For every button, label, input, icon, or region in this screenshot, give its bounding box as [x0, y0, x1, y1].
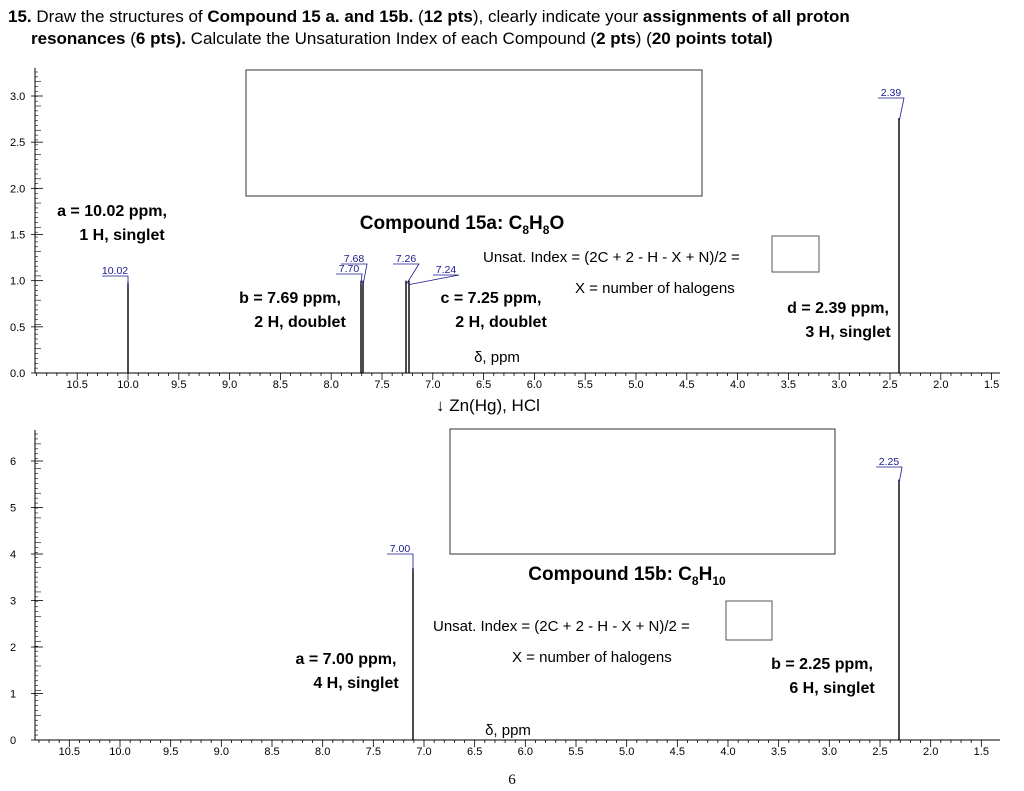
assignment-line-1: c = 7.25 ppm,	[440, 290, 542, 307]
question-line-1-segment-4: ), clearly indicate your	[472, 7, 643, 26]
peak-label-leader	[409, 275, 459, 285]
x-tick-label: 9.0	[221, 379, 238, 391]
x-tick-label: 9.5	[171, 379, 187, 391]
x-tick-label: 7.0	[425, 379, 441, 391]
y-tick-label: 0	[10, 735, 17, 747]
y-tick-label: 3.0	[10, 91, 26, 103]
x-tick-label: 5.5	[577, 379, 593, 391]
x-tick-label: 3.5	[771, 746, 787, 758]
peak-label-leader	[876, 467, 902, 484]
assignment-line-2: 2 H, doublet	[254, 314, 346, 331]
assignment-line-2: 1 H, singlet	[79, 227, 165, 244]
question-line-2-segment-4: 2 pts	[596, 29, 636, 48]
compound-title-part: O	[549, 213, 565, 234]
x-tick-label: 9.0	[213, 746, 229, 758]
peak-label: 7.70	[338, 263, 360, 275]
x-axis-label: δ, ppm	[474, 349, 520, 366]
x-tick-label: 2.0	[933, 379, 949, 391]
x-tick-label: 1.5	[973, 746, 989, 758]
y-tick-label: 1.5	[10, 229, 26, 242]
compound-title-part: 10	[712, 574, 726, 588]
y-tick-label: 1.0	[10, 275, 26, 288]
x-tick-label: 10.5	[58, 746, 81, 758]
x-tick-label: 6.0	[526, 379, 543, 391]
question-line-2-segment-1: (	[125, 29, 136, 48]
x-axis-label: δ, ppm	[485, 722, 531, 739]
halogen-note: X = number of halogens	[575, 280, 735, 297]
x-tick-label: 9.5	[163, 746, 179, 758]
question-number: 15.	[8, 7, 32, 26]
x-tick-label: 4.5	[669, 746, 685, 758]
x-tick-label: 2.5	[882, 379, 898, 391]
y-tick-label: 0.0	[10, 368, 26, 380]
x-tick-label: 1.5	[983, 379, 1000, 391]
assignment-line-2: 3 H, singlet	[805, 324, 891, 341]
peak-label-leader	[102, 276, 128, 287]
x-tick-label: 2.0	[923, 746, 939, 758]
assignment-line-1: a = 10.02 ppm,	[57, 203, 167, 220]
compound-title-part: 8	[691, 574, 699, 588]
y-tick-label: 1	[10, 688, 17, 701]
spectrum-panel-b	[10, 429, 1000, 758]
x-tick-label: 4.5	[679, 379, 695, 391]
peak-label: 7.26	[395, 253, 417, 265]
x-tick-label: 7.5	[365, 746, 381, 758]
compound-title-part: 8	[522, 223, 530, 237]
assignment-line-1: b = 7.69 ppm,	[239, 290, 341, 307]
question-line-2-segment-5: ) (	[635, 29, 652, 48]
peak-label: 7.68	[343, 253, 365, 265]
y-tick-label: 2.0	[10, 183, 26, 196]
unsat-index-formula: Unsat. Index = (2C + 2 - H - X + N)/2 =	[433, 618, 690, 635]
x-tick-label: 7.0	[416, 746, 432, 758]
question-line-1-segment-1: Compound 15 a. and 15b.	[207, 7, 414, 26]
x-tick-label: 5.0	[619, 746, 635, 758]
y-tick-label: 2	[10, 642, 17, 654]
y-tick-label: 0.5	[10, 321, 26, 334]
x-tick-label: 3.0	[821, 746, 837, 758]
structure-answer-box	[450, 429, 835, 554]
y-tick-label: 6	[10, 456, 17, 468]
reaction-arrow-note: ↓ Zn(Hg), HCl	[436, 396, 540, 415]
x-tick-label: 4.0	[720, 746, 736, 758]
compound-title-part: H	[529, 213, 543, 234]
y-tick-label: 4	[10, 549, 17, 561]
assignment-line-2: 4 H, singlet	[313, 675, 399, 692]
y-tick-label: 5	[10, 502, 17, 515]
compound-title-part: Compound 15a: C	[359, 213, 523, 234]
structure-answer-box	[246, 70, 702, 196]
halogen-note: X = number of halogens	[512, 649, 672, 666]
x-tick-label: 10.5	[66, 379, 88, 391]
peak-label-leader	[336, 274, 362, 285]
unsat-index-answer-box	[726, 601, 772, 640]
question-line-2-segment-3: Calculate the Unsaturation Index of each Compound (	[185, 29, 597, 48]
assignment-line-1: a = 7.00 ppm,	[295, 651, 397, 668]
spectrum-panel-a	[10, 68, 1000, 391]
peak-label: 7.00	[389, 543, 411, 555]
x-tick-label: 3.0	[831, 379, 847, 391]
peak-label-leader	[878, 98, 904, 122]
x-tick-label: 3.5	[780, 379, 797, 391]
x-tick-label: 10.0	[109, 746, 131, 758]
unsat-index-answer-box	[772, 236, 819, 272]
x-tick-label: 8.0	[323, 379, 339, 391]
peak-label: 7.24	[435, 264, 457, 276]
compound-title-part: Compound 15b: C	[528, 564, 692, 585]
compound-title	[360, 213, 564, 237]
question-line-2-segment-0: resonances	[31, 29, 126, 48]
y-tick-label: 3	[10, 595, 17, 608]
assignment-line-1: b = 2.25 ppm,	[771, 656, 873, 673]
unsat-index-formula: Unsat. Index = (2C + 2 - H - X + N)/2 =	[483, 249, 740, 266]
question-line-1-segment-2: (	[413, 7, 424, 26]
peak-label: 2.25	[878, 456, 900, 468]
x-tick-label: 10.0	[117, 379, 139, 391]
x-tick-label: 5.5	[568, 746, 584, 758]
assignment-line-2: 2 H, doublet	[455, 314, 547, 331]
compound-title-part: 8	[542, 223, 550, 237]
x-tick-label: 7.5	[374, 379, 390, 391]
x-tick-label: 6.5	[475, 379, 492, 391]
compound-title	[528, 564, 726, 588]
y-tick-label: 2.5	[10, 137, 26, 150]
x-tick-label: 4.0	[729, 379, 746, 391]
x-tick-label: 6.0	[517, 746, 533, 758]
x-tick-label: 8.0	[315, 746, 331, 758]
x-tick-label: 8.5	[272, 379, 289, 391]
question-line-1-segment-0: Draw the structures of	[36, 7, 208, 26]
peak-label: 2.39	[880, 87, 902, 99]
x-tick-label: 5.0	[628, 379, 644, 391]
question-line-2-segment-2: 6 pts).	[135, 29, 186, 48]
x-tick-label: 6.5	[467, 746, 483, 758]
peak-label: 10.02	[101, 265, 129, 277]
compound-title-part: H	[698, 564, 713, 585]
question-line-1-segment-5: assignments of all proton	[642, 7, 850, 26]
question-line-2-segment-6: 20 points total)	[651, 29, 773, 48]
question-line-1-segment-3: 12 pts	[423, 7, 473, 26]
page-number: 6	[508, 772, 516, 788]
x-tick-label: 2.5	[872, 746, 888, 758]
assignment-line-2: 6 H, singlet	[789, 680, 875, 697]
peak-label-leader	[387, 554, 413, 572]
assignment-line-1: d = 2.39 ppm,	[787, 300, 889, 317]
x-tick-label: 8.5	[264, 746, 280, 758]
